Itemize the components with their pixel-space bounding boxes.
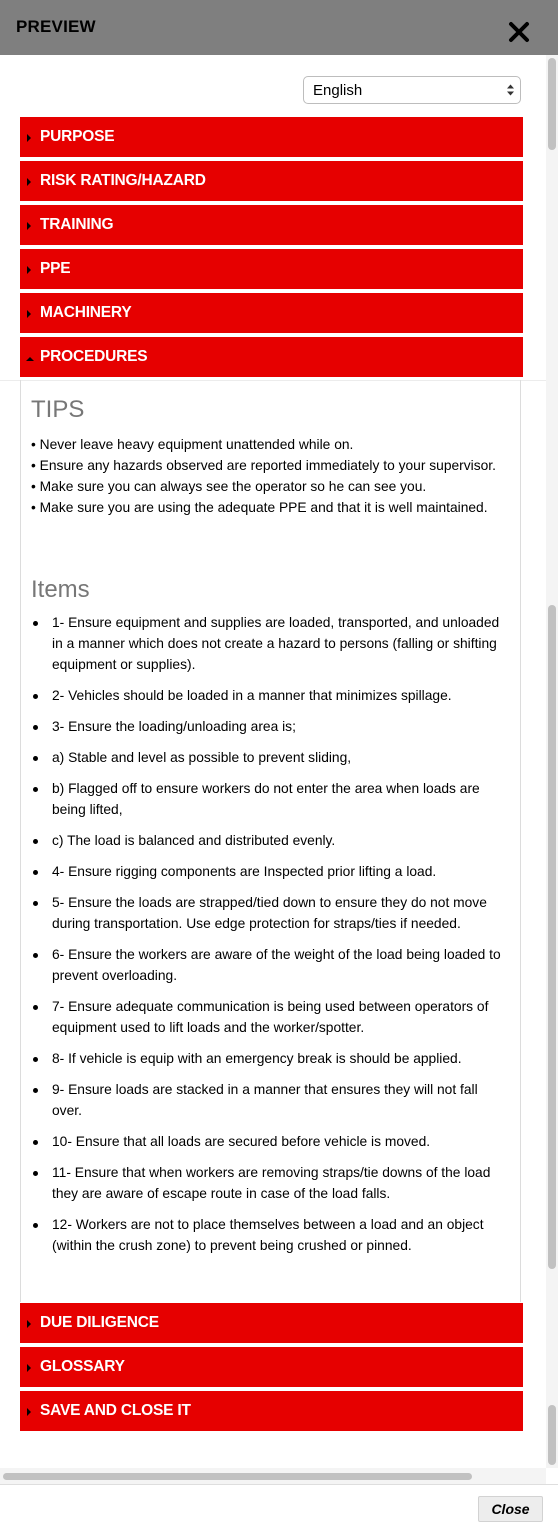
dialog-footer bbox=[0, 1484, 558, 1531]
list-item-text: a) Stable and level as possible to prevent sliding, bbox=[52, 750, 352, 765]
list-item bbox=[31, 716, 511, 737]
list-item-text: 9- Ensure loads are stacked in a manner that ensures they will not fall over. bbox=[52, 1082, 478, 1118]
list-item bbox=[31, 747, 511, 768]
collapsed-arrow-icon bbox=[27, 1364, 31, 1372]
collapsed-arrow-icon bbox=[27, 1320, 31, 1328]
bullet bbox=[33, 756, 38, 761]
section-risk-rating-hazard[interactable] bbox=[20, 161, 523, 201]
bullet bbox=[33, 1223, 38, 1228]
inner-scroll-thumb[interactable] bbox=[548, 605, 556, 1269]
title-bar bbox=[0, 0, 558, 55]
list-item bbox=[31, 861, 511, 882]
vertical-scrollbar[interactable] bbox=[546, 55, 558, 1468]
section-due-diligence[interactable] bbox=[20, 1303, 523, 1343]
list-item-text: b) Flagged off to ensure workers do not enter the area when loads are being lifted, bbox=[52, 781, 480, 817]
section-glossary[interactable] bbox=[20, 1347, 523, 1387]
bullet bbox=[33, 1171, 38, 1176]
language-selected-value: English bbox=[313, 82, 363, 99]
collapsed-arrow-icon bbox=[27, 134, 31, 142]
horizontal-scroll-thumb[interactable] bbox=[3, 1473, 472, 1480]
list-item-text: 12- Workers are not to place themselves between a load and an object (within the crush zone) to prevent being crushed or pinned. bbox=[52, 1217, 484, 1253]
bullet bbox=[33, 953, 38, 958]
close-icon[interactable] bbox=[507, 20, 531, 44]
tips-list bbox=[31, 434, 511, 518]
bullet bbox=[33, 901, 38, 906]
list-item-text: 11- Ensure that when workers are removing straps/tie downs of the load they are aware of escape route in case of the load falls. bbox=[52, 1165, 491, 1201]
list-item bbox=[31, 996, 511, 1038]
tip-item: • Never leave heavy equipment unattended while on. bbox=[31, 437, 354, 452]
section-label: GLOSSARY bbox=[40, 1358, 125, 1375]
list-item-text: 10- Ensure that all loads are secured before vehicle is moved. bbox=[52, 1134, 431, 1149]
list-item bbox=[31, 612, 511, 675]
section-label: PPE bbox=[40, 260, 71, 277]
list-item-text: 4- Ensure rigging components are Inspected prior lifting a load. bbox=[52, 864, 437, 879]
horizontal-scrollbar[interactable] bbox=[0, 1468, 546, 1484]
list-item bbox=[31, 1162, 511, 1204]
list-item-text: 2- Vehicles should be loaded in a manner that minimizes spillage. bbox=[52, 688, 452, 703]
list-item-text: 7- Ensure adequate communication is being used between operators of equipment used to lift loads and the worker/spotter. bbox=[52, 999, 489, 1035]
bullet bbox=[33, 621, 38, 626]
dialog-title: PREVIEW bbox=[16, 17, 96, 36]
collapsed-arrow-icon bbox=[27, 310, 31, 318]
tips-heading: TIPS bbox=[31, 396, 85, 423]
bullet bbox=[33, 870, 38, 875]
section-procedures[interactable] bbox=[20, 337, 523, 377]
bullet bbox=[33, 839, 38, 844]
list-item bbox=[31, 944, 511, 986]
bullet bbox=[33, 725, 38, 730]
list-item-text: 5- Ensure the loads are strapped/tied down to ensure they do not move during transportation. Use edge protection for straps/ties if needed. bbox=[52, 895, 487, 931]
bullet bbox=[33, 1005, 38, 1010]
items-heading: Items bbox=[31, 576, 90, 603]
procedures-panel bbox=[20, 380, 521, 1302]
language-select[interactable] bbox=[303, 76, 521, 104]
list-item-text: c) The load is balanced and distributed evenly. bbox=[52, 833, 336, 848]
list-item bbox=[31, 1079, 511, 1121]
list-item bbox=[31, 1048, 511, 1069]
bullet bbox=[33, 694, 38, 699]
bullet bbox=[33, 1140, 38, 1145]
section-purpose[interactable] bbox=[20, 117, 523, 157]
items-list bbox=[31, 612, 511, 1266]
tip-item: • Make sure you can always see the operator so he can see you. bbox=[31, 479, 427, 494]
section-label: TRAINING bbox=[40, 216, 114, 233]
list-item bbox=[31, 892, 511, 934]
collapsed-arrow-icon bbox=[27, 1408, 31, 1416]
collapsed-arrow-icon bbox=[27, 266, 31, 274]
section-ppe[interactable] bbox=[20, 249, 523, 289]
bullet bbox=[33, 1057, 38, 1062]
section-label: DUE DILIGENCE bbox=[40, 1314, 159, 1331]
section-label: RISK RATING/HAZARD bbox=[40, 172, 206, 189]
bullet bbox=[33, 1088, 38, 1093]
section-save-and-close[interactable] bbox=[20, 1391, 523, 1431]
list-item bbox=[31, 1131, 511, 1152]
select-arrows-icon bbox=[506, 83, 515, 97]
section-label: PROCEDURES bbox=[40, 348, 148, 365]
collapsed-arrow-icon bbox=[27, 178, 31, 186]
list-item bbox=[31, 778, 511, 820]
section-label: SAVE AND CLOSE IT bbox=[40, 1402, 191, 1419]
close-button[interactable]: Close bbox=[478, 1496, 543, 1522]
section-machinery[interactable] bbox=[20, 293, 523, 333]
list-item-text: 6- Ensure the workers are aware of the weight of the load being loaded to prevent overloading. bbox=[52, 947, 501, 983]
list-item bbox=[31, 1214, 511, 1256]
expanded-arrow-icon bbox=[26, 357, 34, 361]
list-item bbox=[31, 830, 511, 851]
bullet bbox=[33, 787, 38, 792]
section-training[interactable] bbox=[20, 205, 523, 245]
list-item-text: 3- Ensure the loading/unloading area is; bbox=[52, 719, 296, 734]
tip-item: • Make sure you are using the adequate PPE and that it is well maintained. bbox=[31, 500, 488, 515]
preview-content bbox=[0, 55, 546, 1468]
section-label: PURPOSE bbox=[40, 128, 115, 145]
list-item bbox=[31, 685, 511, 706]
outer-scroll-thumb[interactable] bbox=[548, 58, 556, 150]
scroll-thumb[interactable] bbox=[548, 1405, 556, 1465]
list-item-text: 1- Ensure equipment and supplies are loaded, transported, and unloaded in a manner which does not create a hazard to persons (falling or shifting equipment or supplies). bbox=[52, 615, 500, 672]
collapsed-arrow-icon bbox=[27, 222, 31, 230]
list-item-text: 8- If vehicle is equip with an emergency break is should be applied. bbox=[52, 1051, 462, 1066]
tip-item: • Ensure any hazards observed are reported immediately to your supervisor. bbox=[31, 458, 496, 473]
section-label: MACHINERY bbox=[40, 304, 132, 321]
